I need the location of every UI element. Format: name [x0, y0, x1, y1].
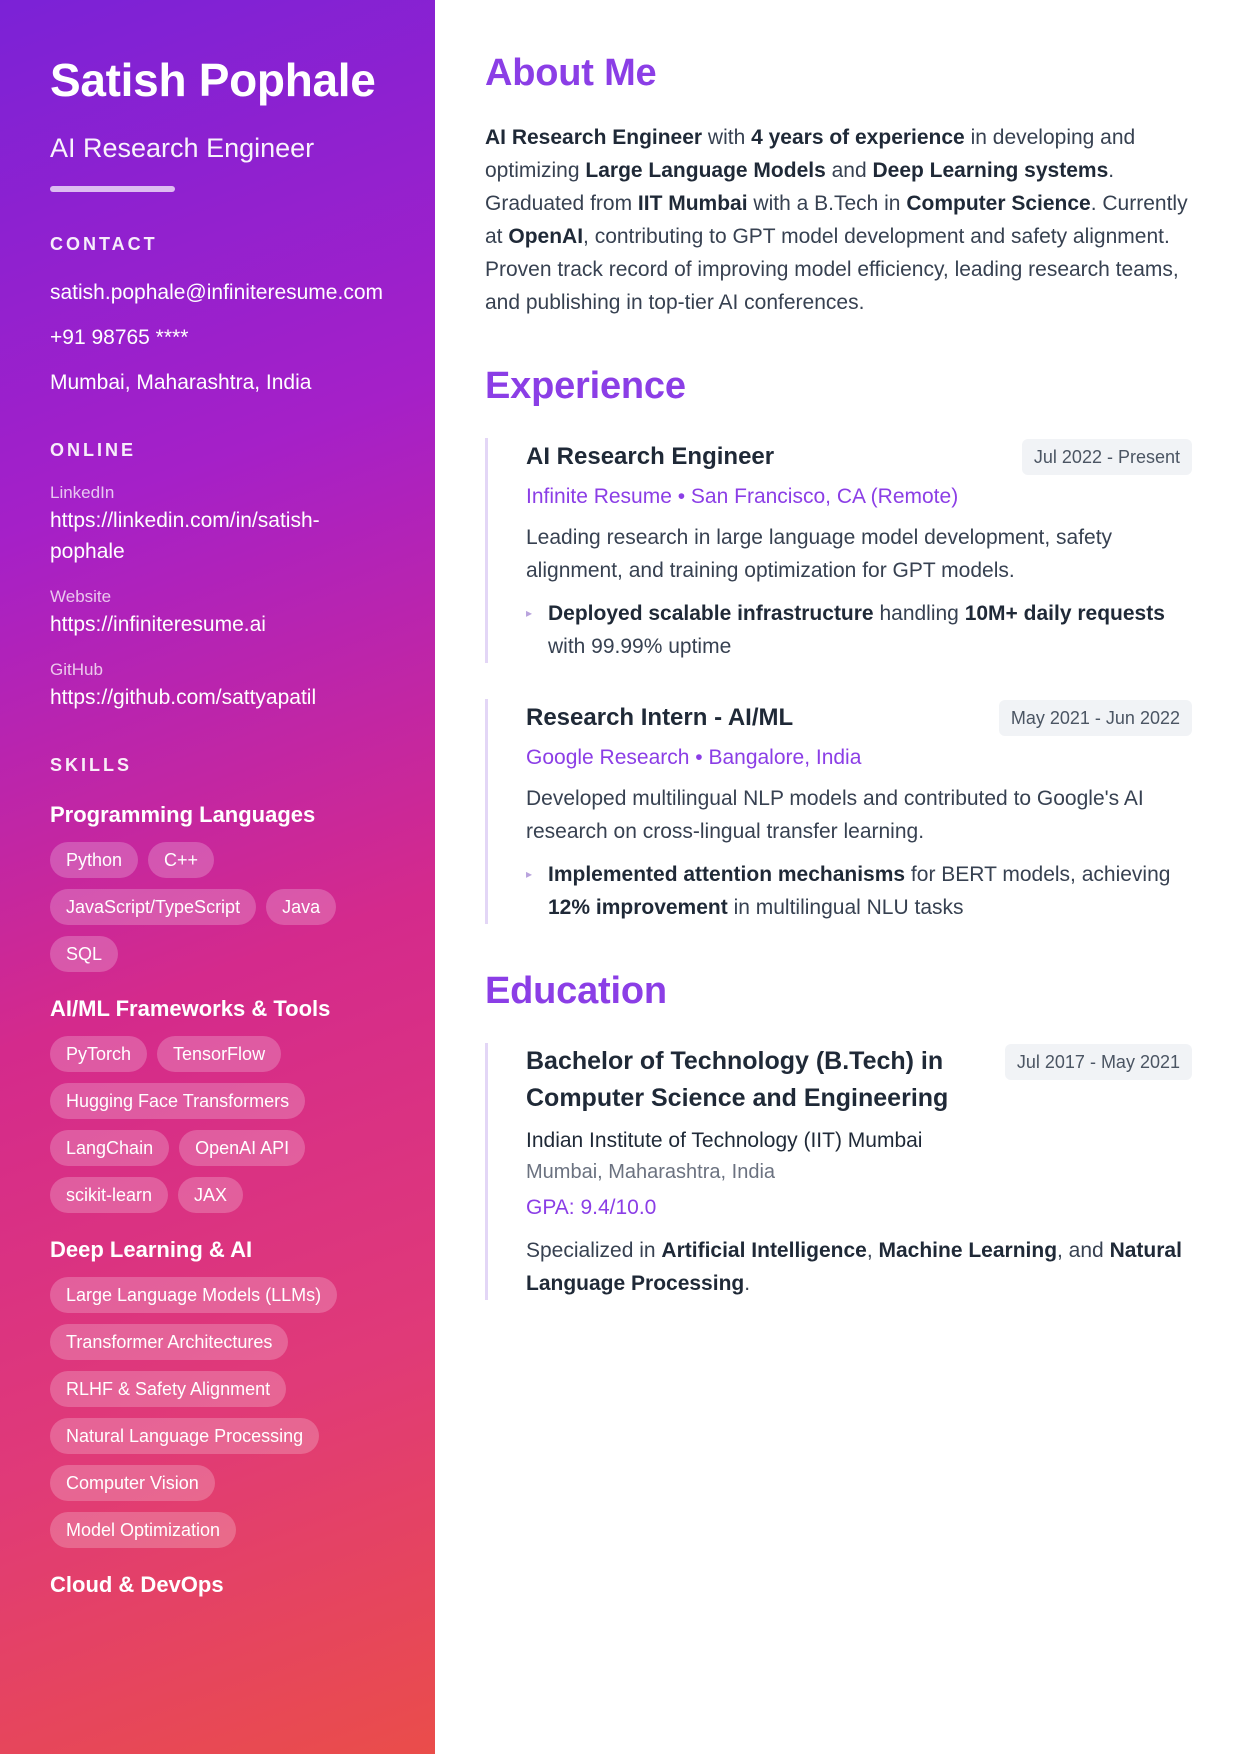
- skill-chip-list: [50, 1036, 385, 1213]
- website-link[interactable]: https://infiniteresume.ai: [50, 612, 266, 636]
- github-label: GitHub: [50, 659, 103, 679]
- bold-text: Implemented attention mechanisms: [548, 863, 906, 886]
- skill-group-title: Programming Languages: [50, 801, 316, 827]
- date-badge: May 2021 - Jun 2022: [999, 700, 1192, 736]
- skill-chip: Hugging Face Transformers: [50, 1083, 305, 1119]
- bold-text: Artificial Intelligence: [661, 1239, 867, 1262]
- candidate-title: AI Research Engineer: [50, 132, 315, 163]
- skill-group-title: AI/ML Frameworks & Tools: [50, 995, 331, 1021]
- degree-title: Bachelor of Technology (B.Tech) in Computer Science and Engineering: [526, 1047, 949, 1112]
- linkedin-label: LinkedIn: [50, 482, 115, 502]
- text-segment: in multilingual NLU tasks: [727, 896, 964, 919]
- skill-chip: OpenAI API: [179, 1130, 305, 1166]
- contact-phone[interactable]: +91 98765 ****: [50, 325, 189, 349]
- text-segment: , and: [1057, 1239, 1110, 1262]
- candidate-name: Satish Pophale: [50, 54, 376, 106]
- skill-chip: C++: [148, 842, 214, 878]
- about-heading: About Me: [485, 52, 657, 94]
- skill-chip: Natural Language Processing: [50, 1418, 319, 1454]
- bold-text: Computer Science: [906, 192, 1091, 215]
- bold-text: 10M+ daily requests: [964, 602, 1165, 625]
- skill-chip: Model Optimization: [50, 1512, 236, 1548]
- achievement-bullet: [526, 858, 1192, 924]
- github-link[interactable]: https://github.com/sattyapatil: [50, 685, 317, 709]
- skill-chip-list: [50, 842, 385, 972]
- text-segment: in developing and optimizing: [485, 126, 1136, 182]
- skill-chip: Transformer Architectures: [50, 1324, 288, 1360]
- main-content: [435, 0, 1242, 1300]
- text-segment: handling: [873, 602, 965, 625]
- company-location: Google Research • Bangalore, India: [526, 746, 862, 769]
- education-heading: Education: [485, 970, 667, 1012]
- bold-text: Natural Language Processing: [526, 1239, 1182, 1295]
- experience-section: [485, 365, 1192, 924]
- text-segment: . Currently at: [485, 192, 1188, 248]
- skill-chip: SQL: [50, 936, 118, 972]
- skill-chip: scikit-learn: [50, 1177, 168, 1213]
- text-segment: Specialized in: [526, 1239, 662, 1262]
- skill-group-title: Cloud & DevOps: [50, 1571, 224, 1597]
- experience-list: [485, 438, 1192, 924]
- contact-heading: CONTACT: [50, 233, 158, 254]
- bold-text: Machine Learning: [878, 1239, 1058, 1262]
- education-description: [526, 1234, 1192, 1300]
- bold-text: AI Research Engineer: [485, 126, 703, 149]
- linkedin-link[interactable]: https://linkedin.com/in/satish-pophale: [50, 508, 320, 563]
- bold-text: Large Language Models: [585, 159, 826, 182]
- bullet-arrow-icon: ▸: [526, 867, 533, 881]
- bullet-text: [548, 597, 1192, 663]
- institution-name: Indian Institute of Technology (IIT) Mumbai: [526, 1129, 923, 1152]
- website-label: Website: [50, 586, 112, 606]
- text-segment: . Graduated from: [485, 159, 1115, 215]
- text-segment: with 99.99% uptime: [548, 635, 732, 658]
- text-segment: for BERT models, achieving: [905, 863, 1171, 886]
- skill-chip-list: [50, 1277, 385, 1548]
- skill-group-title: Deep Learning & AI: [50, 1236, 253, 1262]
- institution-location: Mumbai, Maharashtra, India: [526, 1161, 776, 1183]
- job-description: Leading research in large language model development, safety alignment, and training optimization for GPT models.: [526, 526, 1113, 582]
- bold-text: Deep Learning systems: [872, 159, 1109, 182]
- about-section: [485, 52, 1192, 319]
- education-entry: [485, 1043, 1192, 1300]
- text-segment: , contributing to GPT model development and safety alignment. Proven track record of improving model efficiency, leading research teams, and publishing in top-tier AI conferences.: [485, 225, 1179, 314]
- text-segment: ,: [866, 1239, 879, 1262]
- about-text: [485, 121, 1192, 319]
- skills-heading: SKILLS: [50, 754, 133, 775]
- bold-text: 12% improvement: [548, 896, 728, 919]
- skill-chip: Computer Vision: [50, 1465, 215, 1501]
- skill-chip: JavaScript/TypeScript: [50, 889, 256, 925]
- job-description: Developed multilingual NLP models and contributed to Google's AI research on cross-lingual transfer learning.: [526, 787, 1144, 843]
- skill-groups: [50, 802, 385, 1598]
- text-segment: with a B.Tech in: [747, 192, 907, 215]
- text-segment: with: [702, 126, 752, 149]
- online-heading: ONLINE: [50, 439, 137, 460]
- skill-chip: PyTorch: [50, 1036, 147, 1072]
- sidebar: [0, 0, 435, 1754]
- skill-chip: RLHF & Safety Alignment: [50, 1371, 286, 1407]
- experience-entry: [485, 438, 1192, 663]
- text-segment: .: [744, 1272, 751, 1295]
- bold-text: OpenAI: [508, 225, 584, 248]
- text-segment: and: [825, 159, 873, 182]
- contact-email[interactable]: satish.pophale@infiniteresume.com: [50, 280, 383, 304]
- bold-text: Deployed scalable infrastructure: [548, 602, 874, 625]
- bullet-text: [548, 858, 1192, 924]
- company-location: Infinite Resume • San Francisco, CA (Remote): [526, 485, 959, 508]
- bold-text: 4 years of experience: [751, 126, 965, 149]
- skill-chip: Large Language Models (LLMs): [50, 1277, 337, 1313]
- education-date-badge: Jul 2017 - May 2021: [1005, 1044, 1192, 1080]
- skill-chip: LangChain: [50, 1130, 169, 1166]
- skill-chip: TensorFlow: [157, 1036, 281, 1072]
- skill-chip: JAX: [178, 1177, 243, 1213]
- bold-text: IIT Mumbai: [637, 192, 748, 215]
- title-divider: [50, 186, 175, 192]
- gpa: GPA: 9.4/10.0: [526, 1196, 657, 1219]
- education-section: [485, 970, 1192, 1300]
- skill-chip: Python: [50, 842, 138, 878]
- skill-chip: Java: [266, 889, 336, 925]
- experience-entry: [485, 699, 1192, 924]
- job-title: Research Intern - AI/ML: [526, 704, 794, 731]
- contact-location: Mumbai, Maharashtra, India: [50, 370, 312, 394]
- job-title: AI Research Engineer: [526, 443, 775, 470]
- experience-heading: Experience: [485, 365, 686, 407]
- bullet-arrow-icon: ▸: [526, 606, 533, 620]
- date-badge: Jul 2022 - Present: [1022, 439, 1192, 475]
- achievement-bullet: [526, 597, 1192, 663]
